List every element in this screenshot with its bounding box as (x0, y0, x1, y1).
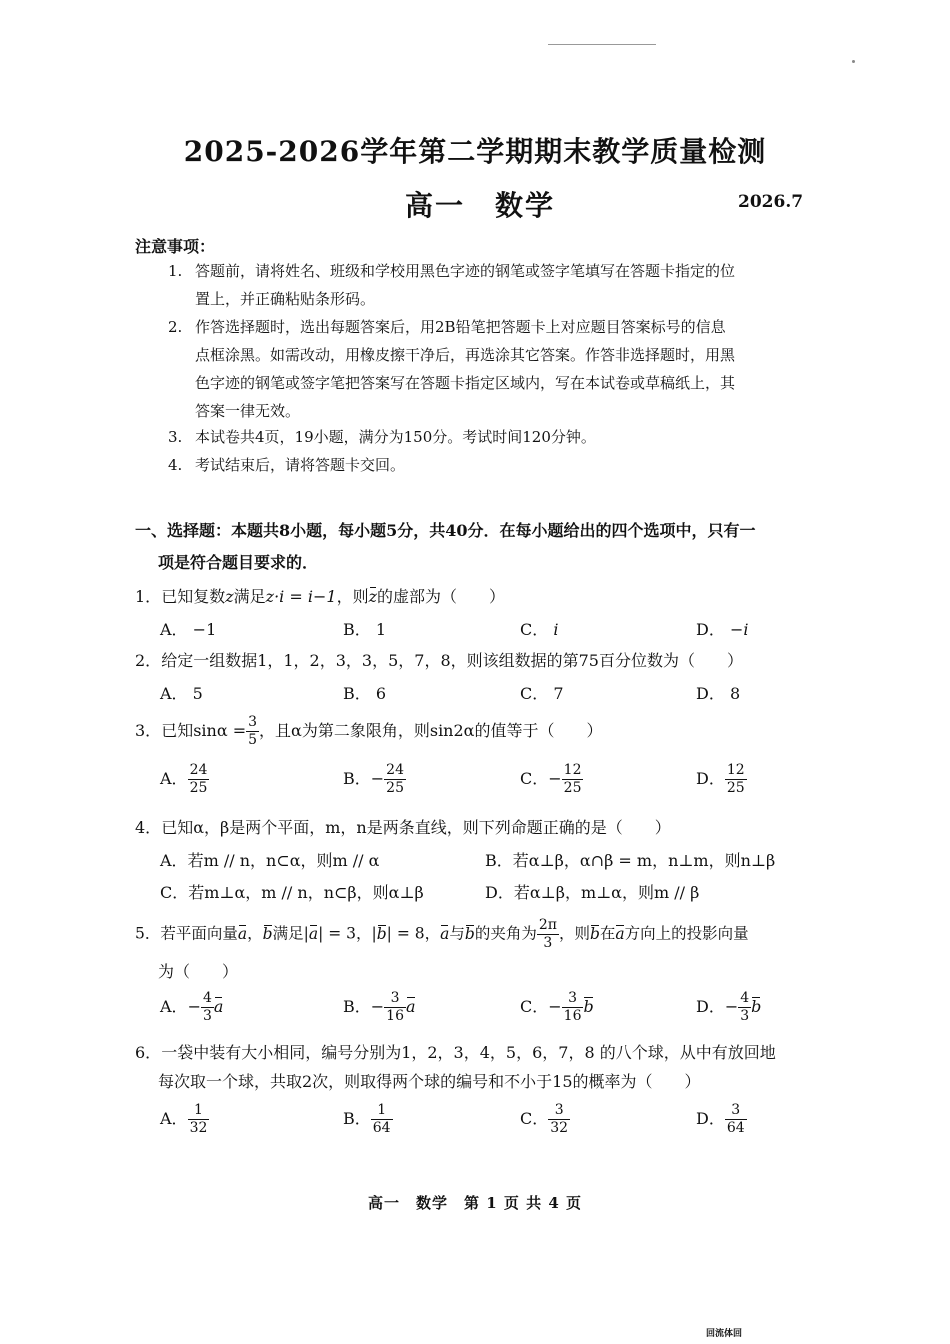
q2-option-d[interactable]: D． 8 (696, 684, 741, 703)
q6-option-b[interactable]: B． $\frac{1}{64}$ (343, 1102, 391, 1136)
q3-option-d[interactable]: D． $\frac{12}{25}$ (696, 762, 745, 796)
qr-code-icon: 回流体回 (706, 1329, 743, 1339)
q6-option-d[interactable]: D． $\frac{3}{64}$ (696, 1102, 745, 1136)
question-3: 3．已知sinα = $\frac{3}{5}$ ，且α为第二象限角，则sin2α的值等于（ ） (135, 714, 603, 748)
q4-option-c[interactable]: C．若m⊥α，m // n，n⊂β，则α⊥β (160, 883, 424, 902)
exam-date: 2026.7 (738, 192, 804, 212)
notice-heading: 注意事项： (135, 237, 216, 256)
q5-option-c[interactable]: C．− $\frac{3}{16}$ b (520, 990, 594, 1024)
subject-label: 数学 (495, 189, 556, 222)
question-4: 4．已知α，β是两个平面，m，n是两条直线，则下列命题正确的是（ ） (135, 818, 671, 837)
section-heading-line2: 项是符合题目要求的． (158, 553, 319, 572)
q5-option-a[interactable]: A．− $\frac{4}{3}$ a (160, 990, 224, 1024)
scan-speck (852, 60, 855, 63)
fraction-3-5: $\frac{3}{5}$ (248, 714, 258, 748)
exam-subtitle (405, 184, 555, 224)
q3-option-c[interactable]: C．− $\frac{12}{25}$ (520, 762, 582, 796)
question-5: 5．若平面向量a，b满足|a| = 3，|b| = 8，a与b的夹角为 $\frac{2\pi}{3}$ ，则b在a方向上的投影向量 (135, 917, 749, 951)
q6-option-c[interactable]: C． $\frac{3}{32}$ (520, 1102, 569, 1136)
notice-item-1: 1. 答题前，请将姓名、班级和学校用黑色字迹的钢笔或签字笔填写在答题卡指定的位 置上，并正确粘贴条形码。 (168, 262, 736, 308)
section-heading-line1: 一、选择题：本题共8小题，每小题5分，共40分．在每小题给出的四个选项中，只有一 (135, 521, 756, 540)
page-footer: 高一 数学 第 1 页 共 4 页 (368, 1194, 582, 1212)
q2-option-c[interactable]: C． 7 (520, 684, 564, 703)
notice-item-4: 4. 考试结束后，请将答题卡交回。 (168, 456, 406, 474)
q2-option-b[interactable]: B． 6 (343, 684, 387, 703)
fraction-2pi-3: $\frac{2\pi}{3}$ (538, 917, 557, 951)
q4-option-a[interactable]: A．若m // n，n⊂α，则m // α (160, 851, 380, 870)
q2-option-a[interactable]: A． 5 (160, 684, 203, 703)
notice-item-2: 2. 作答选择题时，选出每题答案后，用2B铅笔把答题卡上对应题目答案标号的信息 点框涂黑。如需改动，用橡皮擦干净后，再选涂其它答案。作答非选择题时，用黑 色字迹的钢笔或签字笔把答案写在答题卡指定区域内，写在本试卷或草稿纸上，其 答案一律无效。 (168, 318, 736, 420)
q3-option-b[interactable]: B．− $\frac{24}{25}$ (343, 762, 404, 796)
notice-item-3: 3. 本试卷共4页，19小题，满分为150分。考试时间120分钟。 (168, 428, 596, 446)
q6-option-a[interactable]: A． $\frac{1}{32}$ (160, 1102, 208, 1136)
question-6-line2: 每次取一个球，共取2次，则取得两个球的编号和不小于15的概率为（ ） (158, 1072, 701, 1091)
question-2: 2．给定一组数据1，1，2，3，3，5，7，8，则该组数据的第75百分位数为（ ） (135, 651, 743, 670)
question-1: 1．已知复数z满足z·i = i−1，则z的虚部为（ ） (135, 587, 506, 606)
q5-option-b[interactable]: B．− $\frac{3}{16}$ a (343, 990, 416, 1024)
exam-title: 2025-2026学年第二学期期末教学质量检测 (183, 135, 767, 168)
q1-option-c[interactable]: C． i (520, 620, 559, 639)
question-5-line2: 为（ ） (158, 962, 239, 981)
z-conjugate: z (368, 587, 378, 606)
q4-option-d[interactable]: D．若α⊥β，m⊥α，则m // β (485, 883, 700, 902)
question-6: 6．一袋中装有大小相同，编号分别为1，2，3，4，5，6，7，8 的八个球，从中有放回地 (135, 1043, 776, 1062)
q4-option-b[interactable]: B．若α⊥β，α∩β = m，n⊥m，则n⊥β (485, 851, 776, 870)
header-rule (548, 44, 656, 45)
q3-option-a[interactable]: A． $\frac{24}{25}$ (160, 762, 208, 796)
grade-label: 高一 (405, 189, 466, 222)
q5-option-d[interactable]: D．− $\frac{4}{3}$ b (696, 990, 762, 1024)
q1-option-d[interactable]: D． −i (696, 620, 749, 639)
q1-option-b[interactable]: B． 1 (343, 620, 387, 639)
q1-option-a[interactable]: A． −1 (160, 620, 217, 639)
